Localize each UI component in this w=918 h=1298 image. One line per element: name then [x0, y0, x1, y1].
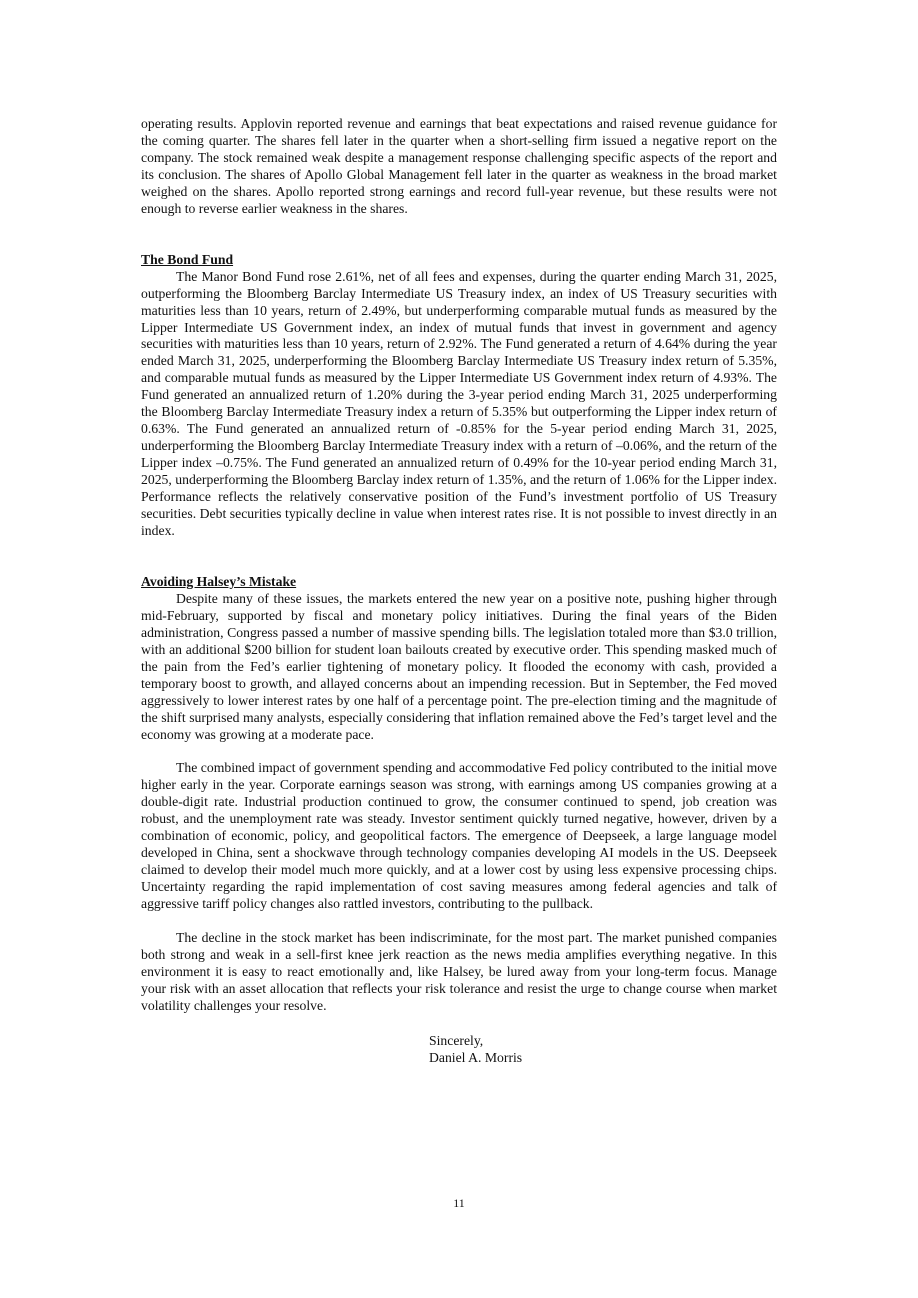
halsey-heading: Avoiding Halsey’s Mistake	[141, 573, 297, 589]
closing-block	[429, 1032, 777, 1066]
section-spacer	[141, 218, 777, 252]
signer-name: Daniel A. Morris	[429, 1049, 523, 1065]
halsey-paragraph-1: Despite many of these issues, the markets entered the new year on a positive note, pushing higher through mid-February, supported by fiscal and monetary policy initiatives. During the final years of the Biden administration, Congress passed a number of massive spending bills. The legislation totaled more than $3.0 trillion, with an additional $200 billion for student loan bailouts created by executive order. This spending masked much of the pain from the Fed’s earlier tightening of monetary policy. It flooded the economy with cash, provided a temporary boost to growth, and allayed concerns about an impending recession. But in September, the Fed moved aggressively to lower interest rates by one half of a percentage point. The pre-election timing and the magnitude of the shift surprised many analysts, especially considering that inflation remained above the Fed’s target level and the economy was growing at a moderate pace.	[141, 590, 777, 742]
bond-fund-section	[141, 252, 777, 540]
halsey-section	[141, 574, 777, 1015]
paragraph-spacer	[141, 913, 777, 930]
document-page	[141, 116, 777, 1066]
halsey-paragraph-3: The decline in the stock market has been indiscriminate, for the most part. The market punished companies both strong and weak in a sell-first knee jerk reaction as the news media amplifies everything negative. In this environment it is easy to react emotionally and, like Halsey, be lured away from your long-term focus. Manage your risk with an asset allocation that reflects your risk tolerance and resist the urge to change course when market volatility challenges your resolve.	[141, 930, 777, 1013]
bond-fund-paragraph: The Manor Bond Fund rose 2.61%, net of all fees and expenses, during the quarter ending March 31, 2025, outperforming the Bloomberg Barclay Intermediate US Treasury index, an index of US Treasury securities with maturities less than 10 years, return of 2.49%, but underperforming comparable mutual funds as measured by the Lipper Intermediate US Government index, an index of mutual funds that invest in government and agency securities with maturities less than 10 years, return of 2.92%. The Fund generated a return of 4.64% during the year ended March 31, 2025, underperforming the Bloomberg Barclay Intermediate US Treasury index return of 5.35%, and comparable mutual funds as measured by the Lipper Intermediate US Government index return of 4.93%. The Fund generated an annualized return of 1.20% during the 3-year period ending March 31, 2025 underperforming the Bloomberg Barclay Intermediate Treasury index a return of 5.35% but outperforming the Lipper index return of 0.63%. The Fund generated an annualized return of -0.85% for the 5-year period ending March 31, 2025, underperforming the Bloomberg Barclay Intermediate Treasury index with a return of –0.06%, and the return of the Lipper index –0.75%. The Fund generated an annualized return of 0.49% for the 10-year period ending March 31, 2025, underperforming the Bloomberg Barclay index return of 1.35%, and the return of 1.06% for the Lipper index. Performance reflects the relatively conservative position of the Fund’s investment portfolio of US Treasury securities. Debt securities typically decline in value when interest rates rise. It is not possible to invest directly in an index.	[141, 268, 777, 538]
halsey-paragraph-2: The combined impact of government spending and accommodative Fed policy contributed to the initial move higher early in the year. Corporate earnings season was strong, with earnings among US companies growing at a double-digit rate. Industrial production continued to grow, the consumer continued to spend, job creation was robust, and the unemployment rate was steady. Investor sentiment quickly turned negative, however, driven by a combination of economic, policy, and geopolitical factors. The emergence of Deepseek, a large language model developed in China, sent a shockwave through technology companies developing AI models in the US. Deepseek claimed to develop their model much more quickly, and at a lower cost by using less expensive processing chips. Uncertainty regarding the rapid implementation of cost saving measures among federal agencies and talk of aggressive tariff policy changes also rattled investors, contributing to the pullback.	[141, 760, 777, 912]
page-number: 11	[453, 1196, 465, 1210]
closing-salutation: Sincerely,	[429, 1032, 484, 1048]
section-spacer	[141, 540, 777, 574]
intro-paragraph: operating results. Applovin reported revenue and earnings that beat expectations and raised revenue guidance for the coming quarter. The shares fell later in the quarter when a short-selling firm issued a negative report on the company. The stock remained weak despite a management response challenging specific aspects of the report and its conclusion. The shares of Apollo Global Management fell later in the quarter as weakness in the broad market weighed on the shares. Apollo reported strong earnings and record full-year revenue, but these results were not enough to reverse earlier weakness in the shares.	[141, 116, 777, 216]
paragraph-spacer	[141, 743, 777, 760]
bond-fund-heading: The Bond Fund	[141, 251, 234, 267]
